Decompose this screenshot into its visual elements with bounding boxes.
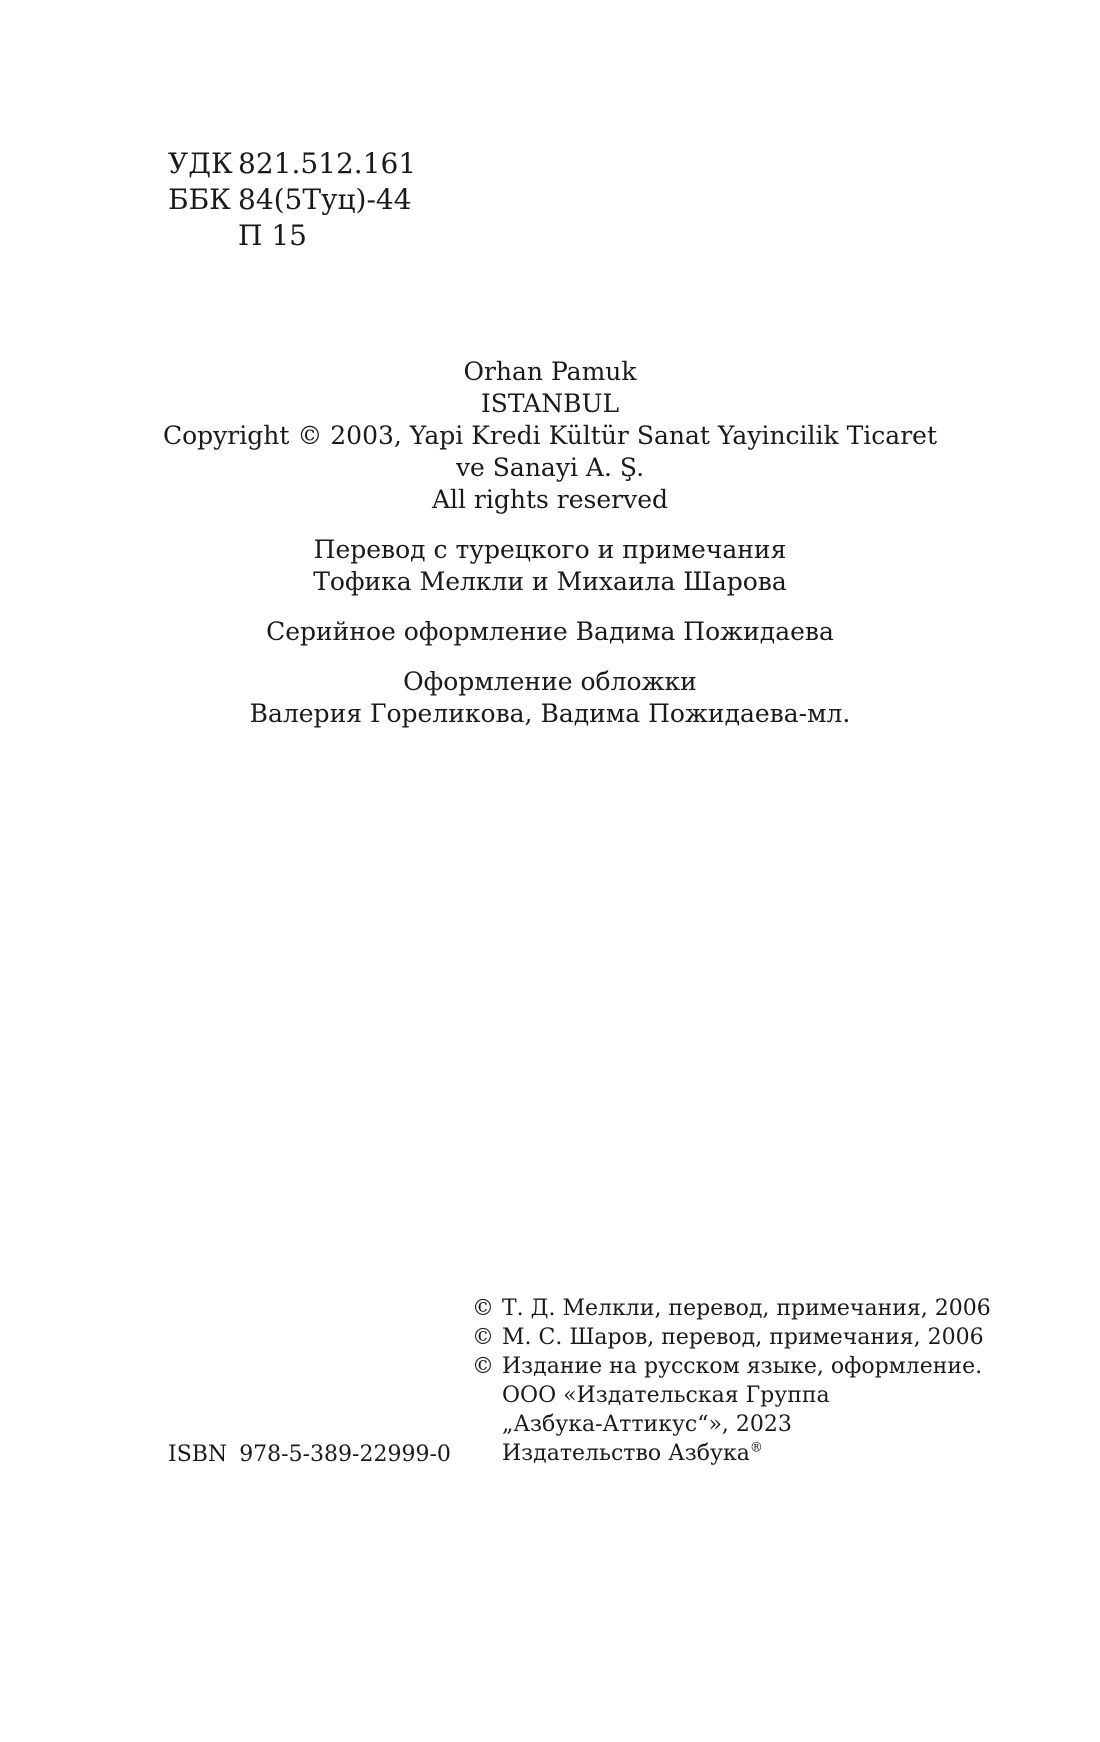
translation-group <box>0 534 1100 598</box>
udk-value: 821.512.161 <box>238 147 417 180</box>
bbk-label: ББК <box>168 183 231 216</box>
original-title: ISTANBUL <box>480 389 620 418</box>
copyright-entry-text: М. С. Шаров, перевод, примечания, 2006 <box>502 1325 984 1350</box>
bbk-row <box>168 182 416 218</box>
udk-label: УДК <box>168 147 233 180</box>
copyright-entry <box>472 1323 991 1352</box>
cover-design-group <box>0 666 1100 730</box>
original-edition-group <box>0 356 1100 516</box>
isbn <box>168 1440 451 1469</box>
copyright-symbol: © <box>472 1325 494 1350</box>
copyright-symbol: © <box>472 1296 494 1321</box>
author-mark-row <box>168 218 416 254</box>
original-author: Orhan Pamuk <box>463 357 637 386</box>
author-mark: П 15 <box>238 219 307 252</box>
copyright-entry <box>472 1294 991 1323</box>
series-design-group <box>0 616 1100 648</box>
copyright-entry-text: Т. Д. Мелкли, перевод, примечания, 2006 <box>502 1296 991 1321</box>
rights-reserved: All rights reserved <box>431 485 669 514</box>
copyright-entry-text: Издание на русском языке, оформление. <box>502 1354 983 1379</box>
copyright-entry <box>472 1352 991 1381</box>
original-copyright-line2: ve Sanayi A. Ş. <box>455 453 645 482</box>
original-copyright-line1: Copyright © 2003, Yapi Kredi Kültür Sanat Yayincilik Ticaret <box>162 421 938 450</box>
cover-design-line1: Оформление обложки <box>403 667 697 696</box>
publisher-line1: ООО «Издательская Группа <box>502 1383 830 1408</box>
translation-line2: Тофика Мелкли и Михаила Шарова <box>313 567 787 596</box>
publisher-imprint <box>472 1439 991 1468</box>
series-design-line: Серийное оформление Вадима Пожидаева <box>266 617 834 646</box>
copyright-notices <box>472 1294 991 1468</box>
translation-line1: Перевод с турецкого и примечания <box>313 535 787 564</box>
cover-design-line2: Валерия Гореликова, Вадима Пожидаева-мл. <box>249 699 851 728</box>
isbn-value: 978-5-389-22999-0 <box>239 1442 451 1467</box>
publisher-line2: „Азбука-Аттикус“», 2023 <box>502 1412 792 1437</box>
credits-block <box>0 356 1100 748</box>
copyright-symbol: © <box>472 1354 494 1379</box>
bbk-value: 84(5Туц)-44 <box>238 183 412 216</box>
classification-block <box>168 146 416 254</box>
publisher-imprint-text: Издательство Азбука <box>502 1441 750 1466</box>
registered-mark: ® <box>749 1440 763 1456</box>
udk-row <box>168 146 416 182</box>
isbn-label: ISBN <box>168 1442 228 1467</box>
